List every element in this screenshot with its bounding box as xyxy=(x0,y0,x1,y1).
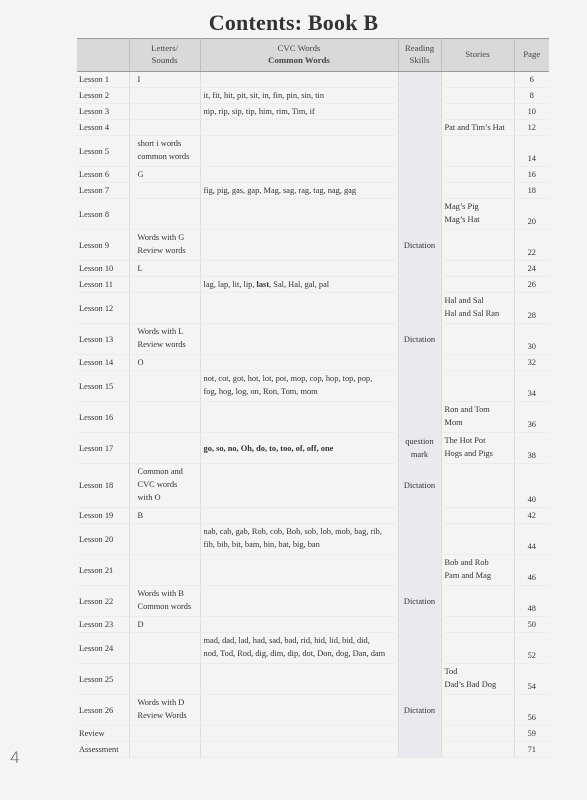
skills-line: Dictation xyxy=(403,481,436,491)
header-skills-line: Skills xyxy=(409,55,430,65)
page-number: 4 xyxy=(10,748,21,767)
table-row xyxy=(77,72,549,88)
cvc-cell xyxy=(200,120,398,136)
stories-cell xyxy=(441,371,514,402)
skills-cell xyxy=(398,167,441,183)
cvc-cell xyxy=(200,617,398,633)
cvc-cell xyxy=(200,72,398,88)
stories-cell xyxy=(441,464,514,508)
letters-line: with O xyxy=(137,493,161,503)
lesson-cell: Lesson 25 xyxy=(77,664,129,695)
cvc-cell xyxy=(200,464,398,508)
lesson-cell: Review xyxy=(77,726,129,742)
lesson-cell: Lesson 18 xyxy=(77,464,129,508)
table-row xyxy=(77,293,549,324)
letters-line: B xyxy=(137,511,144,521)
letters-line: Common and xyxy=(137,467,183,477)
skills-line: Dictation xyxy=(403,334,436,344)
stories-cell xyxy=(441,324,514,355)
letters-line: Common words xyxy=(137,602,192,612)
page-cell: 20 xyxy=(514,199,549,230)
letters-line: common words xyxy=(137,152,190,162)
table-row xyxy=(77,104,549,120)
header-cvc xyxy=(200,39,398,72)
stories-cell xyxy=(441,355,514,371)
page-cell: 36 xyxy=(514,402,549,433)
lesson-cell: Lesson 3 xyxy=(77,104,129,120)
story-title: Hal and Sal Ran xyxy=(444,309,500,319)
page-cell: 42 xyxy=(514,508,549,524)
skills-cell xyxy=(398,524,441,555)
lesson-cell: Lesson 5 xyxy=(77,136,129,167)
cvc-words: lag, lap, lit, lip, xyxy=(203,280,257,290)
skills-cell xyxy=(398,464,441,508)
page-cell: 22 xyxy=(514,230,549,261)
skills-cell xyxy=(398,293,441,324)
lesson-cell: Lesson 2 xyxy=(77,88,129,104)
lesson-cell: Lesson 9 xyxy=(77,230,129,261)
letters-line: CVC words xyxy=(137,480,178,490)
stories-cell xyxy=(441,555,514,586)
letters-cell xyxy=(129,742,200,758)
letters-cell xyxy=(129,371,200,402)
letters-cell xyxy=(129,199,200,230)
letters-cell xyxy=(129,555,200,586)
letters-cell xyxy=(129,261,200,277)
letters-cell xyxy=(129,586,200,617)
cvc-cell xyxy=(200,277,398,293)
skills-cell xyxy=(398,355,441,371)
letters-cell xyxy=(129,88,200,104)
letters-line: D xyxy=(137,620,144,630)
cvc-cell xyxy=(200,508,398,524)
stories-cell xyxy=(441,433,514,464)
skills-line: Dictation xyxy=(403,705,436,715)
table-row xyxy=(77,355,549,371)
skills-cell xyxy=(398,508,441,524)
page-cell: 28 xyxy=(514,293,549,324)
cvc-cell xyxy=(200,355,398,371)
letters-line: Review words xyxy=(137,246,186,256)
table-row xyxy=(77,726,549,742)
table-row xyxy=(77,120,549,136)
stories-cell xyxy=(441,633,514,664)
page-cell: 52 xyxy=(514,633,549,664)
lesson-cell: Lesson 20 xyxy=(77,524,129,555)
lesson-cell: Lesson 24 xyxy=(77,633,129,664)
table-row xyxy=(77,324,549,355)
skills-cell xyxy=(398,120,441,136)
cvc-cell xyxy=(200,433,398,464)
page-cell: 24 xyxy=(514,261,549,277)
skills-line: question xyxy=(405,437,434,447)
skills-cell xyxy=(398,555,441,586)
cvc-cell xyxy=(200,261,398,277)
table-row xyxy=(77,183,549,199)
header-lesson xyxy=(77,39,129,72)
cvc-cell xyxy=(200,524,398,555)
cvc-cell xyxy=(200,555,398,586)
stories-cell xyxy=(441,586,514,617)
table-row xyxy=(77,464,549,508)
story-title: Mag’s Pig xyxy=(444,202,479,212)
letters-cell xyxy=(129,277,200,293)
page-cell: 38 xyxy=(514,433,549,464)
lesson-cell: Lesson 7 xyxy=(77,183,129,199)
lesson-cell: Lesson 21 xyxy=(77,555,129,586)
story-title: Pat and Tim’s Hat xyxy=(444,123,505,133)
table-row xyxy=(77,508,549,524)
story-title: Ron and Tom xyxy=(444,405,490,415)
lesson-cell: Lesson 17 xyxy=(77,433,129,464)
cvc-line: fog, hog, log, on, Ron, Tom, mom xyxy=(203,387,318,397)
skills-cell xyxy=(398,617,441,633)
cvc-words: nip, rip, sip, tip, him, rim, Tim, if xyxy=(203,107,315,117)
letters-line: Review Words xyxy=(137,711,187,721)
table-row xyxy=(77,586,549,617)
page-cell: 59 xyxy=(514,726,549,742)
cvc-cell xyxy=(200,402,398,433)
story-title: The Hot Pot xyxy=(444,436,486,446)
table-row xyxy=(77,402,549,433)
cvc-words: fig, pig, gas, gap, Mag, sag, rag, tag, nag, gag xyxy=(203,186,357,196)
lesson-cell: Lesson 1 xyxy=(77,72,129,88)
skills-cell xyxy=(398,88,441,104)
lesson-cell: Lesson 8 xyxy=(77,199,129,230)
stories-cell xyxy=(441,742,514,758)
letters-cell xyxy=(129,183,200,199)
cvc-cell xyxy=(200,371,398,402)
story-title: Hogs and Pigs xyxy=(444,449,493,459)
skills-cell xyxy=(398,72,441,88)
stories-cell xyxy=(441,120,514,136)
lesson-cell: Lesson 23 xyxy=(77,617,129,633)
page-cell: 50 xyxy=(514,617,549,633)
skills-line: mark xyxy=(410,450,429,460)
lesson-cell: Lesson 13 xyxy=(77,324,129,355)
letters-line: Words with B xyxy=(137,589,184,599)
page-cell: 71 xyxy=(514,742,549,758)
header-cvc-subtitle: Common Words xyxy=(268,55,330,65)
skills-cell xyxy=(398,633,441,664)
cvc-line: mad, dad, lad, had, sad, bad, rid, hid, lid, bid, did, xyxy=(203,636,370,646)
skills-line: Dictation xyxy=(403,240,436,250)
header-letters-line: Sounds xyxy=(151,55,178,65)
table-row xyxy=(77,555,549,586)
cvc-line: nod, Tod, Rod, dig, dim, dip, dot, Don, dog, Dan, dam xyxy=(203,649,386,659)
cvc-cell xyxy=(200,230,398,261)
cvc-words: it, fit, hit, pit, sit, in, fin, pin, sin, tin xyxy=(203,91,325,101)
page-cell: 18 xyxy=(514,183,549,199)
table-row xyxy=(77,742,549,758)
letters-cell xyxy=(129,293,200,324)
letters-cell xyxy=(129,120,200,136)
stories-cell xyxy=(441,524,514,555)
stories-cell xyxy=(441,199,514,230)
skills-cell xyxy=(398,726,441,742)
letters-line: L xyxy=(137,264,143,274)
story-title: Dad’s Bad Dog xyxy=(444,680,497,690)
table-row xyxy=(77,230,549,261)
story-title: Bob and Rob xyxy=(444,558,489,568)
letters-line: Words with L xyxy=(137,327,184,337)
table-row xyxy=(77,633,549,664)
stories-cell xyxy=(441,664,514,695)
letters-cell xyxy=(129,617,200,633)
page-cell: 12 xyxy=(514,120,549,136)
letters-cell xyxy=(129,695,200,726)
page-cell: 30 xyxy=(514,324,549,355)
letters-cell xyxy=(129,72,200,88)
skills-cell xyxy=(398,586,441,617)
skills-cell xyxy=(398,261,441,277)
letters-cell xyxy=(129,324,200,355)
table-row xyxy=(77,88,549,104)
header-page: Page xyxy=(514,39,549,72)
cvc-line: not, cot, got, hot, lot, pot, mop, cop, hop, top, pop, xyxy=(203,374,373,384)
stories-cell xyxy=(441,726,514,742)
letters-line: Words with D xyxy=(137,698,185,708)
contents-table xyxy=(77,38,549,758)
lesson-cell: Assessment xyxy=(77,742,129,758)
letters-line: I xyxy=(137,75,141,84)
skills-cell xyxy=(398,664,441,695)
page-title: Contents: Book B xyxy=(208,10,379,35)
page-cell: 6 xyxy=(514,72,549,88)
cvc-common-word: last xyxy=(256,280,270,290)
stories-cell xyxy=(441,88,514,104)
cvc-cell xyxy=(200,664,398,695)
letters-cell xyxy=(129,433,200,464)
header-stories: Stories xyxy=(441,39,514,72)
stories-cell xyxy=(441,293,514,324)
letters-cell xyxy=(129,524,200,555)
cvc-cell xyxy=(200,695,398,726)
header-cvc-title: CVC Words xyxy=(277,43,321,54)
table-row xyxy=(77,617,549,633)
skills-cell xyxy=(398,371,441,402)
skills-cell xyxy=(398,230,441,261)
table-row xyxy=(77,371,549,402)
letters-line: G xyxy=(137,170,144,180)
cvc-cell xyxy=(200,104,398,120)
cvc-cell xyxy=(200,293,398,324)
table-body xyxy=(77,72,549,758)
skills-cell xyxy=(398,402,441,433)
story-title: Tod xyxy=(444,667,458,677)
lesson-cell: Lesson 6 xyxy=(77,167,129,183)
story-title: Mom xyxy=(444,418,463,428)
page-cell: 32 xyxy=(514,355,549,371)
table-row xyxy=(77,277,549,293)
page-cell: 34 xyxy=(514,371,549,402)
stories-cell xyxy=(441,261,514,277)
stories-cell xyxy=(441,402,514,433)
table-row xyxy=(77,136,549,167)
page-cell: 54 xyxy=(514,664,549,695)
skills-cell xyxy=(398,742,441,758)
cvc-cell xyxy=(200,324,398,355)
lesson-cell: Lesson 4 xyxy=(77,120,129,136)
lesson-cell: Lesson 26 xyxy=(77,695,129,726)
header-skills-line: Reading xyxy=(404,43,435,54)
letters-cell xyxy=(129,167,200,183)
stories-cell xyxy=(441,230,514,261)
story-title: Mag’s Hat xyxy=(444,215,480,225)
story-title: Pam and Mag xyxy=(444,571,492,581)
table-header-row xyxy=(77,39,549,72)
cvc-common-words: go, so, no, Oh, do, to, too, of, off, one xyxy=(203,443,334,453)
letters-cell xyxy=(129,726,200,742)
stories-cell xyxy=(441,183,514,199)
lesson-cell: Lesson 11 xyxy=(77,277,129,293)
page-cell: 56 xyxy=(514,695,549,726)
cvc-cell xyxy=(200,199,398,230)
lesson-cell: Lesson 15 xyxy=(77,371,129,402)
page-cell: 14 xyxy=(514,136,549,167)
page-cell: 46 xyxy=(514,555,549,586)
lesson-cell: Lesson 12 xyxy=(77,293,129,324)
cvc-cell xyxy=(200,742,398,758)
table-row xyxy=(77,524,549,555)
cvc-cell xyxy=(200,88,398,104)
lesson-cell: Lesson 16 xyxy=(77,402,129,433)
stories-cell xyxy=(441,136,514,167)
header-letters xyxy=(129,39,200,72)
cvc-cell xyxy=(200,136,398,167)
table-row xyxy=(77,261,549,277)
page-cell: 44 xyxy=(514,524,549,555)
cvc-cell xyxy=(200,726,398,742)
cvc-cell xyxy=(200,167,398,183)
skills-cell xyxy=(398,324,441,355)
skills-cell xyxy=(398,199,441,230)
letters-cell xyxy=(129,355,200,371)
letters-line: Words with G xyxy=(137,233,185,243)
letters-cell xyxy=(129,464,200,508)
stories-cell xyxy=(441,508,514,524)
cvc-cell xyxy=(200,633,398,664)
lesson-cell: Lesson 22 xyxy=(77,586,129,617)
page-cell: 48 xyxy=(514,586,549,617)
stories-cell xyxy=(441,617,514,633)
page-cell: 26 xyxy=(514,277,549,293)
table-row xyxy=(77,695,549,726)
table-row xyxy=(77,167,549,183)
lesson-cell: Lesson 14 xyxy=(77,355,129,371)
stories-cell xyxy=(441,695,514,726)
skills-cell xyxy=(398,183,441,199)
letters-line: short i words xyxy=(137,139,182,149)
letters-line: Review words xyxy=(137,340,186,350)
skills-line: Dictation xyxy=(403,596,436,606)
letters-line: O xyxy=(137,358,144,368)
header-skills xyxy=(398,39,441,72)
page-cell: 40 xyxy=(514,464,549,508)
lesson-cell: Lesson 19 xyxy=(77,508,129,524)
skills-cell xyxy=(398,433,441,464)
page-cell: 10 xyxy=(514,104,549,120)
letters-cell xyxy=(129,508,200,524)
skills-cell xyxy=(398,104,441,120)
table-row xyxy=(77,433,549,464)
cvc-line: fib, bib, bit, bam, bin, bat, big, ban xyxy=(203,540,320,550)
stories-cell xyxy=(441,104,514,120)
header-letters-line: Letters/ xyxy=(151,43,178,54)
table-row xyxy=(77,664,549,695)
page-cell: 8 xyxy=(514,88,549,104)
cvc-cell xyxy=(200,183,398,199)
skills-cell xyxy=(398,136,441,167)
letters-cell xyxy=(129,136,200,167)
page-cell: 16 xyxy=(514,167,549,183)
cvc-cell xyxy=(200,586,398,617)
stories-cell xyxy=(441,277,514,293)
table-row xyxy=(77,199,549,230)
stories-cell xyxy=(441,72,514,88)
lesson-cell: Lesson 10 xyxy=(77,261,129,277)
stories-cell xyxy=(441,167,514,183)
letters-cell xyxy=(129,633,200,664)
skills-cell xyxy=(398,695,441,726)
skills-cell xyxy=(398,277,441,293)
letters-cell xyxy=(129,664,200,695)
letters-cell xyxy=(129,402,200,433)
letters-cell xyxy=(129,230,200,261)
cvc-words: , Sal, Hal, gal, pal xyxy=(269,280,330,290)
cvc-line: nab, cab, gab, Rob, cob, Bob, sob, lob, mob, bag, rib, xyxy=(203,527,382,537)
story-title: Hal and Sal xyxy=(444,296,484,306)
letters-cell xyxy=(129,104,200,120)
